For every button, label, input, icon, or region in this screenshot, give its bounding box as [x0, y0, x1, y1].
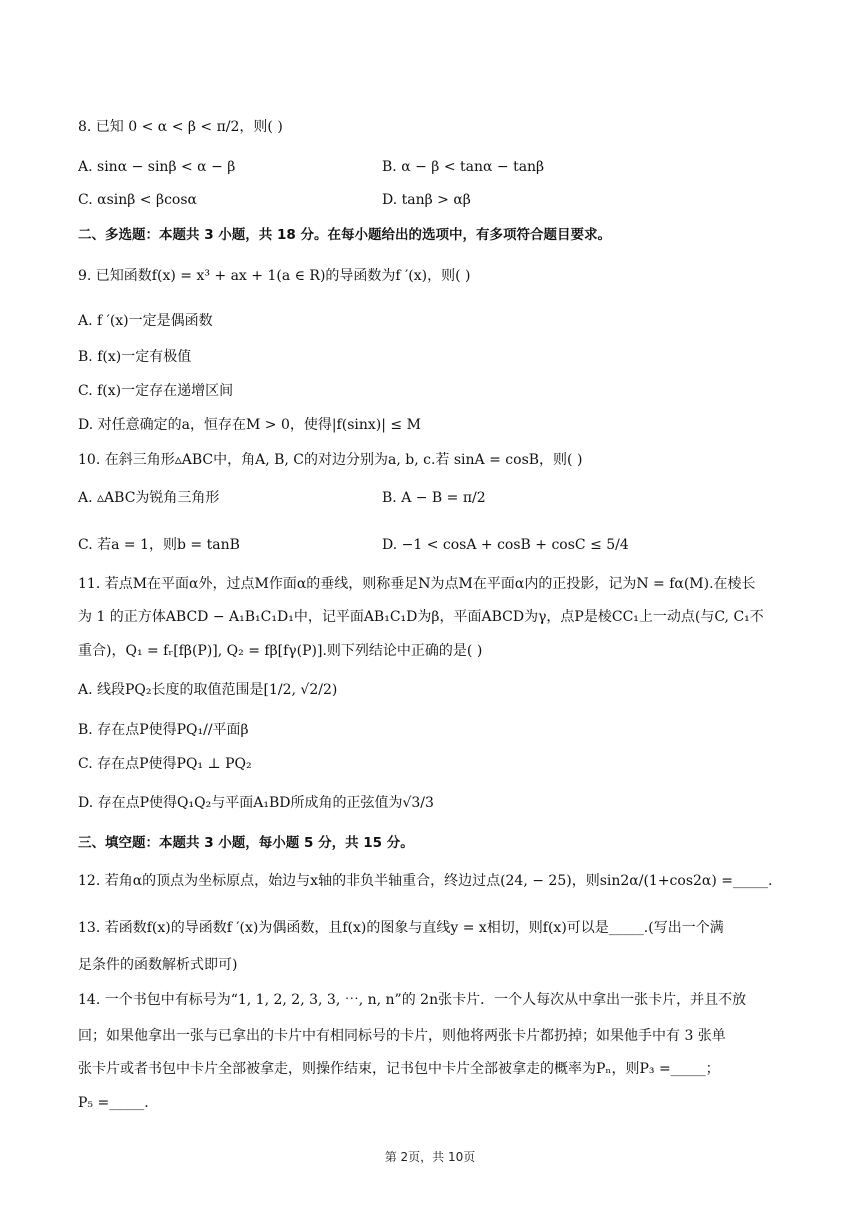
q10-option-b: B. A − B = π/2 — [382, 490, 486, 506]
q8-option-c: C. αsinβ < βcosα — [78, 192, 197, 208]
q14-stem-line3: 张卡片或者书包中卡片全部被拿走，则操作结束，记书包中卡片全部被拿走的概率为Pₙ，则P₃ =_____； — [78, 1061, 720, 1077]
q14-stem-line1: 14. 一个书包中有标号为“1, 1, 2, 2, 3, 3, ⋯, n, n”的 2n张卡片．一个人每次从中拿出一张卡片，并且不放 — [78, 992, 747, 1008]
q9-stem: 9. 已知函数f(x) = x³ + ax + 1(a ∈ R)的导函数为f ′(x)，则( ) — [78, 268, 471, 284]
q10-option-c: C. 若a = 1，则b = tanB — [78, 537, 240, 553]
q11-option-c: C. 存在点P使得PQ₁ ⊥ PQ₂ — [78, 756, 252, 772]
q8-option-a: A. sinα − sinβ < α − β — [78, 159, 236, 175]
q14-stem-line4: P₅ =_____. — [78, 1095, 149, 1111]
q11-option-b: B. 存在点P使得PQ₁//平面β — [78, 722, 249, 738]
q10-stem: 10. 在斜三角形▵ABC中，角A, B, C的对边分别为a, b, c.若 sinA = cosB，则( ) — [78, 452, 583, 468]
q9-option-c: C. f(x)一定存在递增区间 — [78, 383, 234, 399]
q11-option-a: A. 线段PQ₂长度的取值范围是[1/2, √2/2) — [78, 682, 338, 698]
q11-stem-line3: 重合)，Q₁ = fᵣ[fβ(P)], Q₂ = fβ[fγ(P)].则下列结论中正确的是( ) — [78, 643, 483, 659]
q13-stem-line2: 足条件的函数解析式即可) — [78, 957, 238, 973]
page-footer: 第 2页，共 10页 — [384, 1150, 476, 1164]
q9-option-a: A. f ′(x)一定是偶函数 — [78, 313, 213, 329]
q13-stem-line1: 13. 若函数f(x)的导函数f ′(x)为偶函数，且f(x)的图象与直线y = x相切，则f(x)可以是_____.(写出一个满 — [78, 920, 724, 936]
section-2-heading: 二、多选题：本题共 3 小题，共 18 分。在每小题给出的选项中，有多项符合题目要求。 — [78, 227, 611, 243]
q9-option-b: B. f(x)一定有极值 — [78, 349, 192, 365]
q8-option-d: D. tanβ > αβ — [382, 192, 471, 208]
q11-stem-line2: 为 1 的正方体ABCD − A₁B₁C₁D₁中，记平面AB₁C₁D为β，平面ABCD为γ，点P是棱CC₁上一动点(与C, C₁不 — [78, 609, 764, 625]
q14-stem-line2: 回；如果他拿出一张与已拿出的卡片中有相同标号的卡片，则他将两张卡片都扔掉；如果他手中有 3 张单 — [78, 1028, 726, 1044]
q10-option-a: A. ▵ABC为锐角三角形 — [78, 490, 220, 506]
q10-option-d: D. −1 < cosA + cosB + cosC ≤ 5/4 — [382, 537, 629, 553]
section-3-heading: 三、填空题：本题共 3 小题，每小题 5 分，共 15 分。 — [78, 835, 414, 851]
q8-stem: 8. 已知 0 < α < β < π/2，则( ) — [78, 119, 283, 135]
q9-option-d: D. 对任意确定的a，恒存在M > 0，使得|f(sinx)| ≤ M — [78, 417, 421, 433]
q12-stem: 12. 若角α的顶点为坐标原点，始边与x轴的非负半轴重合，终边过点(24, − 25)，则sin2α/(1+cos2α) =_____. — [78, 873, 773, 889]
q11-stem-line1: 11. 若点M在平面α外，过点M作面α的垂线，则称垂足N为点M在平面α内的正投影，记为N = fα(M).在棱长 — [78, 576, 756, 592]
q8-option-b: B. α − β < tanα − tanβ — [382, 159, 545, 175]
q11-option-d: D. 存在点P使得Q₁Q₂与平面A₁BD所成角的正弦值为√3/3 — [78, 795, 434, 811]
